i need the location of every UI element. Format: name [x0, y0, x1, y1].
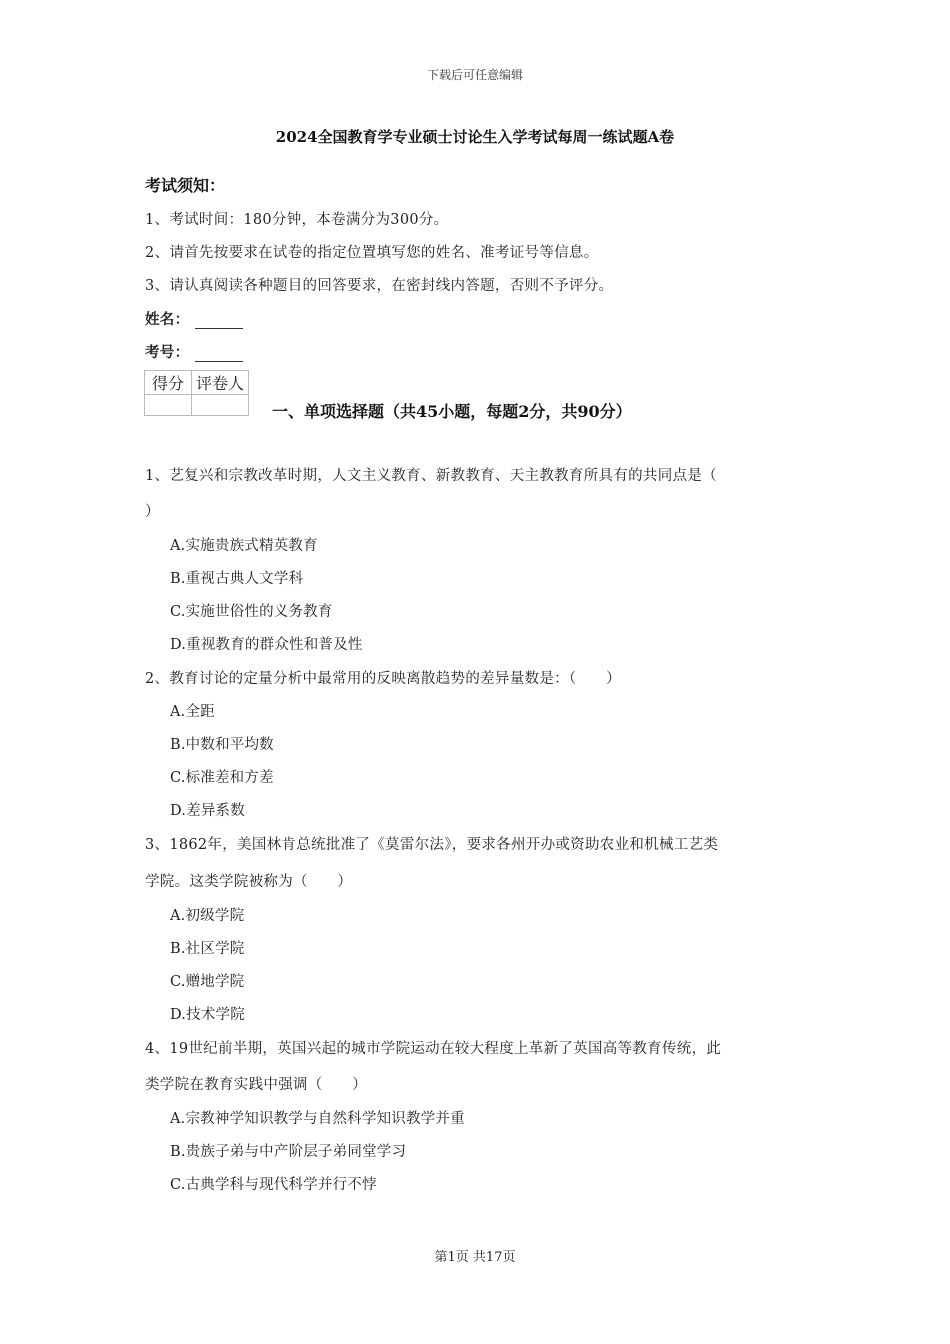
name-blank[interactable]: [195, 314, 243, 329]
option: A.实施贵族式精英教育: [170, 538, 318, 554]
page-footer: 第1页 共17页: [434, 1250, 516, 1265]
option: C.标准差和方差: [170, 770, 274, 786]
grader-header: 评卷人: [192, 371, 249, 395]
option: B.中数和平均数: [170, 737, 274, 753]
question-text: 1、艺复兴和宗教改革时期，人文主义教育、新教教育、天主教教育所具有的共同点是（: [145, 468, 717, 484]
option: A.全距: [170, 704, 215, 720]
header-note: 下载后可任意编辑: [426, 68, 523, 82]
notice-item: 1、考试时间：180分钟，本卷满分为300分。: [145, 212, 449, 228]
option: D.差异系数: [170, 803, 245, 819]
question-text: ）: [145, 504, 160, 520]
notice-item: 3、请认真阅读各种题目的回答要求，在密封线内答题，否则不予评分。: [145, 278, 614, 294]
question-text: 4、19世纪前半期，英国兴起的城市学院运动在较大程度上革新了英国高等教育传统，此: [145, 1041, 722, 1057]
notice-heading: 考试须知：: [145, 176, 226, 195]
option: C.古典学科与现代科学并行不悖: [170, 1177, 377, 1193]
section-heading: 一、单项选择题（共45小题，每题2分，共90分）: [272, 402, 632, 421]
option: D.技术学院: [170, 1007, 245, 1023]
option: B.贵族子弟与中产阶层子弟同堂学习: [170, 1144, 407, 1160]
page-title: 2024全国教育学专业硕士讨论生入学考试每周一练试题A卷: [275, 128, 675, 146]
score-header: 得分: [145, 371, 192, 395]
score-table: [144, 370, 249, 416]
score-cell: [145, 395, 192, 416]
grader-cell: [192, 395, 249, 416]
id-field: [145, 341, 243, 362]
question-text: 类学院在教育实践中强调（ ）: [145, 1077, 367, 1093]
option: A.宗教神学知识教学与自然科学知识教学并重: [170, 1111, 465, 1127]
option: B.社区学院: [170, 941, 245, 957]
option: D.重视教育的群众性和普及性: [170, 637, 363, 653]
id-label: 考号：: [145, 344, 190, 361]
id-blank[interactable]: [195, 347, 243, 362]
option: B.重视古典人文学科: [170, 571, 304, 587]
option: A.初级学院: [170, 908, 245, 924]
question-text: 学院。这类学院被称为（ ）: [145, 874, 353, 890]
notice-item: 2、请首先按要求在试卷的指定位置填写您的姓名、准考证号等信息。: [145, 245, 599, 261]
option: C.赠地学院: [170, 974, 245, 990]
name-label: 姓名：: [145, 311, 190, 328]
name-field: [145, 308, 243, 329]
option: C.实施世俗性的义务教育: [170, 604, 333, 620]
question-text: 2、教育讨论的定量分析中最常用的反映离散趋势的差异量数是：（ ）: [145, 671, 621, 687]
question-text: 3、1862年，美国林肯总统批准了《莫雷尔法》，要求各州开办或资助农业和机械工艺类: [145, 837, 719, 853]
